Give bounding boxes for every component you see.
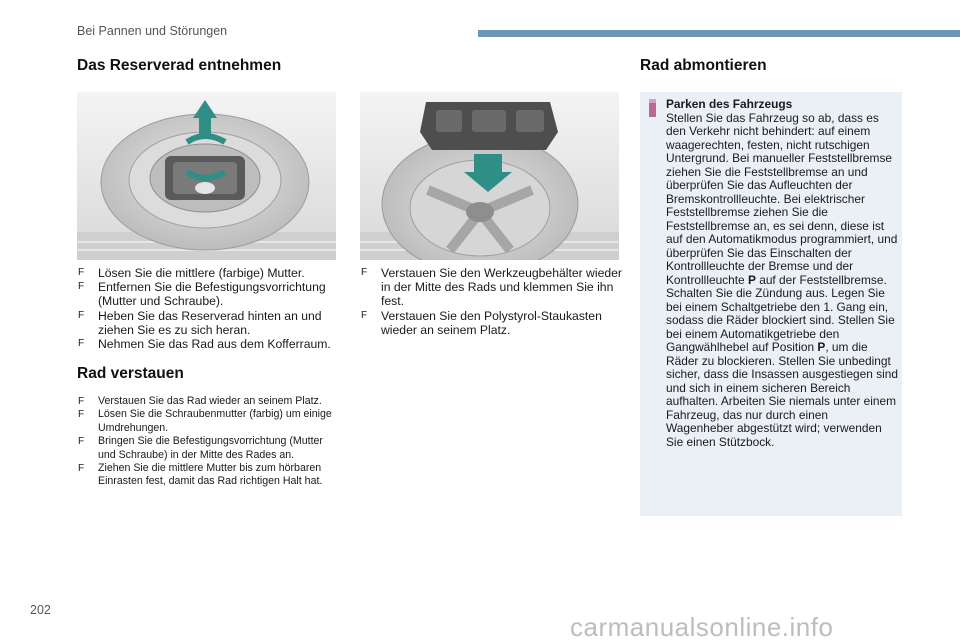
watermark: carmanualsonline.info (570, 612, 834, 642)
tool-box-stowing-illustration (360, 92, 619, 260)
heading-remove-spare: Das Reserverad entnehmen (77, 57, 282, 74)
stow-steps-list (77, 395, 342, 489)
list-item: F Lösen Sie die mittlere (farbige) Mutter. (78, 266, 305, 280)
checkbox-icon: F (78, 267, 85, 278)
info-marker-dark (649, 103, 656, 117)
list-item: F Verstauen Sie das Rad wieder an seinem Platz. (78, 395, 322, 407)
checkbox-icon: F (361, 309, 368, 321)
list-item: F Verstauen Sie den Polystyrol-Staukasten wieder an seinem Platz. (361, 308, 602, 337)
heading-dismount-wheel: Rad abmontieren (640, 57, 767, 74)
info-body-part3: , um die Räder zu blockieren. Stellen Sie unbedingt sicher, dass die Insassen ausgestiegen sind und sich in einem sicheren Bereich aufhalten. Arbeiten Sie niemals unter einem Fahrzeug, das nur durch einen Wagenheber abgestützt wird; verwenden Sie einen Stützbock. (666, 340, 899, 449)
info-heading: Parken des Fahrzeugs (666, 97, 793, 111)
checkbox-icon: F (78, 309, 85, 321)
checkbox-icon: F (78, 409, 85, 421)
page-number: 202 (30, 603, 51, 617)
info-text (666, 98, 898, 449)
list-item: F Verstauen Sie den Werkzeugbehälter wieder in der Mitte des Rads und klemmen Sie ihn fest. (361, 266, 622, 309)
spare-wheel-removal-illustration (77, 92, 336, 260)
checkbox-icon: F (361, 267, 368, 278)
checkbox-icon: F (78, 436, 85, 448)
checkbox-icon: F (78, 463, 85, 475)
remove-steps-list (77, 266, 342, 351)
checkbox-icon: F (78, 338, 85, 350)
info-bold-p-2: P (817, 340, 826, 354)
list-item: F Nehmen Sie das Rad aus dem Kofferraum. (78, 337, 331, 352)
checkbox-icon: F (78, 396, 85, 407)
info-bold-p-1: P (747, 272, 756, 287)
list-item: F Bringen Sie die Befestigungsvorrichtung (Mutter und Schraube) in der Mitte des Rades an. (78, 435, 323, 461)
list-item: F Entfernen Sie die Befestigungsvorrichtung (Mutter und Schraube). (78, 280, 326, 309)
info-body-part1: Stellen Sie das Fahrzeug so ab, dass es den Verkehr nicht behindert: auf einem waagerechten, festen, nicht rutschigen Untergrund. Bei manueller Feststellbremse ziehen Sie die Feststellbremse an und überprüfen Sie das Aufleuchten der Bremskontrollleuchte. Bei elektrischer Feststellbremse ziehen Sie die Feststellbremse an, es sei denn, diese ist auf den Automatikmodus programmiert, und überprüfen Sie das Einschalten der Kontrollleuchte der Bremse und der Kontrollleuchte (666, 110, 898, 287)
list-item: F Lösen Sie die Schraubenmutter (farbig) um einige Umdrehungen. (78, 408, 332, 434)
heading-stow-wheel: Rad verstauen (77, 365, 184, 382)
stow-toolbox-steps-list (360, 266, 622, 337)
section-title: Bei Pannen und Störungen (77, 24, 228, 38)
list-item: F Heben Sie das Reserverad hinten an und ziehen Sie es zu sich heran. (78, 308, 322, 337)
list-item: F Ziehen Sie die mittlere Mutter bis zum hörbaren Einrasten fest, damit das Rad richtigen Halt hat. (78, 462, 323, 488)
info-body-part2: auf der Feststellbremse. Schalten Sie die Zündung aus. Legen Sie bei einem Schaltgetriebe den 1. Gang ein, sodass die Räder blockiert sind. Stellen Sie bei einem Automatikgetriebe den Gangwählhebel auf Position (666, 272, 895, 354)
checkbox-icon: F (78, 281, 85, 293)
header-accent-bar (478, 30, 960, 37)
